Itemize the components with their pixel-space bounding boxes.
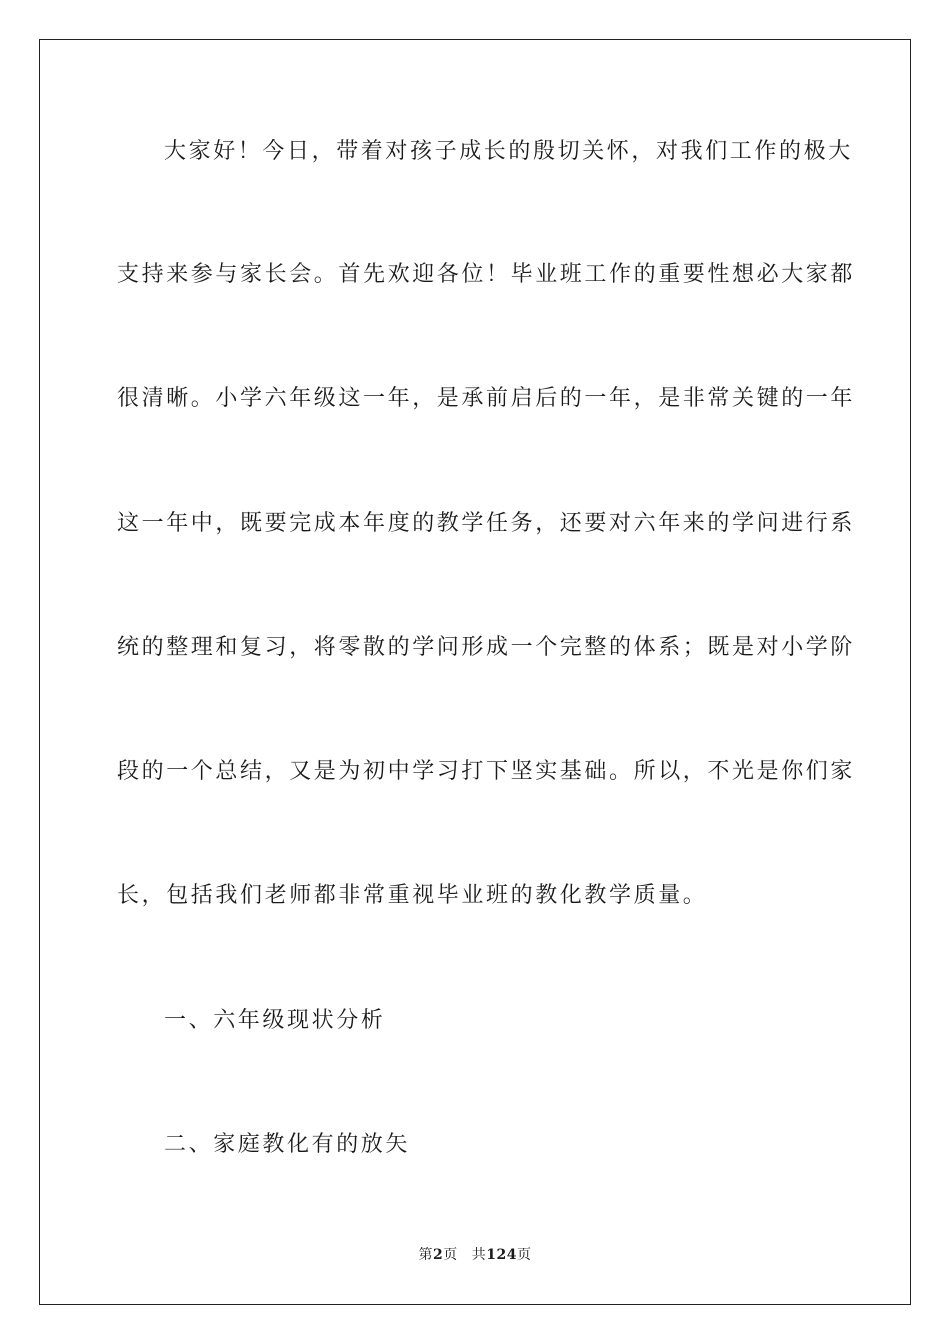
- page-number: 2: [433, 1247, 444, 1263]
- section-heading-2: 二、家庭教化有的放矢: [164, 1132, 411, 1157]
- paragraph-line-2: 支持来参与家长会。首先欢迎各位！毕业班工作的重要性想必大家都: [117, 262, 856, 287]
- section-heading-1: 一、六年级现状分析: [164, 1008, 386, 1033]
- page-label-prefix: 第: [418, 1247, 433, 1263]
- paragraph-line-1: 大家好！今日，带着对孩子成长的殷切关怀，对我们工作的极大: [164, 139, 853, 164]
- total-pages: 124: [486, 1247, 517, 1263]
- paragraph-line-6: 段的一个总结，又是为初中学习打下坚实基础。所以，不光是你们家: [117, 759, 856, 784]
- paragraph-line-4: 这一年中，既要完成本年度的教学任务，还要对六年来的学问进行系: [117, 511, 856, 536]
- page-label-suffix: 页: [443, 1247, 458, 1263]
- paragraph-line-3: 很清晰。小学六年级这一年，是承前启后的一年，是非常关键的一年: [117, 386, 856, 411]
- paragraph-line-5: 统的整理和复习，将零散的学问形成一个完整的体系；既是对小学阶: [117, 635, 856, 660]
- total-label-suffix: 页: [516, 1247, 532, 1263]
- total-label-prefix: 共: [471, 1247, 487, 1263]
- page-border: [39, 39, 911, 1305]
- page-footer: [0, 1246, 950, 1264]
- paragraph-line-7: 长，包括我们老师都非常重视毕业班的教化教学质量。: [117, 883, 708, 908]
